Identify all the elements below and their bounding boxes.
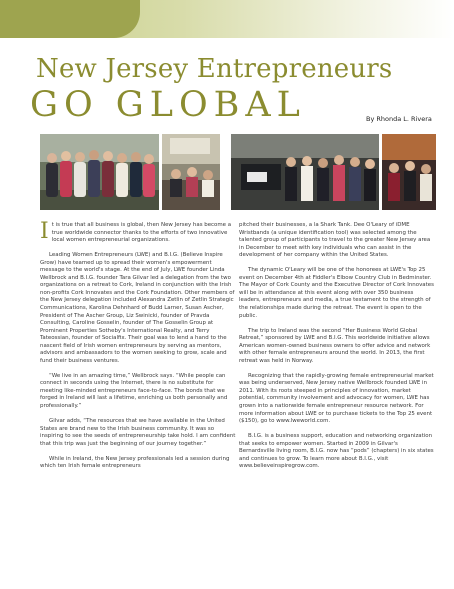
drop-cap: I	[40, 219, 49, 244]
article-paragraph: Leading Women Entrepreneurs (LWE) and B.I.G. (Believe Inspire Grow) have teamed up to spread their women's empowerment message to the world's stage. At the end of July, LWE founder Linda Wellbrock and B.I.G. founder Tara Gilvar led a delegation from the two organizations on a retreat to Cork, Ireland in conjunction with the Irish non-profits Cork Innovates and the Cork Foundation. Other members of the New Jersey delegation included Alexandra Zetlin of Zetlin Strategic Communications, Karolina Dehnhard of Budd Larner, Susan Ascher, President of The Ascher Group, Liz Swinicki, founder of Pravda Consulting, Caroline Gosselin, founder of The Gosselin Group at Prominent Properties Sotheby's International Realty, and Terry Tateossian, founder of Socialfix. Their goal was to lend a hand to the nascent field of Irish women entrepreneurs by serving as mentors, advisors and ambassadors to the women seeking to grow, scale and fund their business ventures.	[40, 252, 235, 364]
header-band	[0, 0, 454, 38]
article-paragraph: The dynamic O'Leary will be one of the honorees at LWE's Top 25 event on December 4th at Fiddler's Elbow Country Club in Bedminster. The Mayor of Cork County and the Executive Director of Cork Innovates will be in attendance at this event along with over 350 business leaders, entrepreneurs and media, a true testament to the strength of the relationships made during the retreat. The event is open to the public.	[239, 267, 434, 319]
article-paragraph	[40, 219, 236, 245]
photo-event-banner	[231, 134, 379, 210]
article-paragraph: Gilvar adds, “The resources that we have available in the United States are brand new to the Irish business community. It was so inspiring to see the seeds of entrepreneurship take hold. I am confident that this trip was just the beginning of our journey together.”	[40, 418, 236, 447]
article-paragraph: Recognizing that the rapidly-growing female entrepreneurial market was being underserved, New Jersey native Wellbrock founded LWE in 2011. With its roots steeped in principles of innovation, market potential, community involvement and advocacy for women, LWE has grown into a nationwide female entrepreneur resource network. For more information about LWE or to purchase tickets to the Top 25 event ($150), go to www.lweworld.com.	[239, 372, 434, 425]
headline-line-2: GO GLOBAL	[30, 85, 306, 125]
photo-group-women	[40, 134, 159, 210]
article-paragraph: pitched their businesses, a la Shark Tank. Dee O'Leary of iDME Wristbands (a unique identification tool) was selected among the talented group of participants to travel to the greater New Jersey area in December to meet with key individuals who can assist in the development of her company within the United States.	[239, 222, 431, 259]
photo-evening-event	[382, 134, 436, 210]
header-tab	[0, 0, 140, 38]
article-column-right	[239, 222, 435, 478]
byline: By Rhonda L. Rivera	[366, 115, 432, 123]
paragraph-text: t is true that all business is global, then New Jersey has become a true worldwide connector thanks to the efforts of two innovative local women entrepreneurial organizations.	[51, 222, 232, 244]
article-paragraph: B.I.G. is a business support, education and networking organization that seeks to empower women. Started in 2009 in Gilvar's Bernardsville living room, B.I.G. now has “pods” (chapters) in six states and continues to grow. To learn more about B.I.G., visit www.believeinspiregrow.com.	[239, 433, 434, 470]
article-paragraph: “We live in an amazing time,” Wellbrock says. “While people can connect in seconds using the Internet, there is no substitute for meeting like-minded entrepreneurs face-to-face. The bonds that we forged in Ireland will last a lifetime, enriching us both personally and professionally.”	[40, 372, 228, 410]
article-paragraph: The trip to Ireland was the second “Her Business World Global Retreat,” sponsored by LWE and B.I.G. This worldwide initiative allows American women-owned business owners to offer advice and network with other female entrepreneurs around the world. In 2013, the first retreat was held in Norway.	[239, 327, 431, 364]
photo-conference-room	[162, 134, 220, 210]
article-column-left	[40, 219, 236, 478]
headline-line-1: New Jersey Entrepreneurs	[36, 54, 393, 84]
article-paragraph: While in Ireland, the New Jersey professionals led a session during which ten Irish female entrepreneurs	[40, 455, 230, 470]
